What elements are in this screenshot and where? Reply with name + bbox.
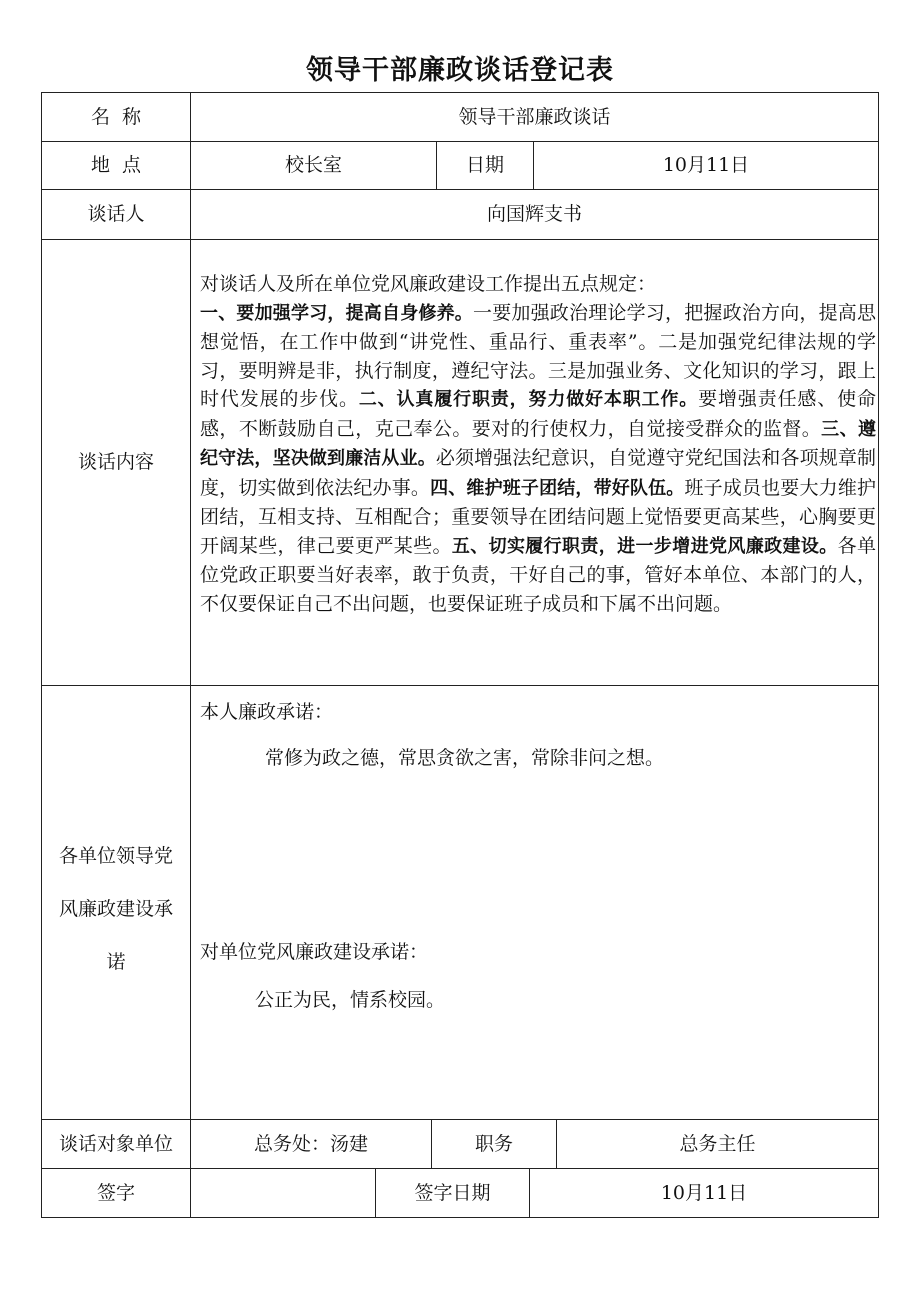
place-label: 地 点 [90, 154, 142, 177]
sign-date-value: 10月11日 [660, 1181, 748, 1204]
point-4-body: 班子成员也要大力维护团结，互相支持、互相配合；重要领导在团结问题上觉悟要更高某些，心胸要更开阔某些，律己要更严某些。 [200, 476, 876, 557]
date-label: 日期 [465, 154, 504, 177]
promise-label-line-1: 各单位领导党 [58, 845, 173, 867]
point-3-heading: 三、遵纪守法，坚决做到廉洁从业。 [200, 418, 876, 469]
point-1-body: 一要加强政治理论学习，把握政治方向，提高思想觉悟，在工作中做到“讲党性、重品行、重表率”。二是加强党纪律法规的学习，要明辨是非，执行制度，遵纪守法。三是加强业务、文化知识的学习，跟上时代发展的步伐。 [200, 301, 876, 410]
date-value: 10月11日 [662, 154, 750, 177]
promise-label-line-3: 诺 [106, 951, 126, 973]
content-intro: 对谈话人及所在单位党风廉政建设工作提出五点规定： [200, 273, 657, 295]
row-divider [41, 685, 879, 686]
unit-promise-title: 对单位党风廉政建设承诺： [200, 941, 429, 963]
personal-promise-title: 本人廉政承诺： [200, 701, 334, 723]
target-unit-label: 谈话对象单位 [58, 1132, 173, 1155]
point-3-body: 必须增强法纪意识，自觉遵守党纪国法和各项规章制度，切实做到依法纪办事。 [200, 447, 876, 499]
name-label: 名 称 [90, 105, 142, 128]
unit-promise-text: 公正为民，情系校园。 [255, 989, 446, 1011]
sign-date-label: 签字日期 [414, 1181, 491, 1204]
content-label: 谈话内容 [77, 451, 154, 474]
promise-label [42, 830, 190, 989]
target-unit-value: 总务处：汤建 [253, 1132, 368, 1155]
speaker-label: 谈话人 [87, 203, 145, 226]
sign-label: 签字 [96, 1181, 135, 1204]
signature-field[interactable] [191, 1169, 375, 1217]
point-2-heading: 二、认真履行职责，努力做好本职工作。 [358, 389, 699, 410]
place-value: 校长室 [284, 154, 342, 177]
point-2-body: 要增强责任感、使命感，不断鼓励自己，克己奉公。要对的行使权力，自觉接受群众的监督。 [200, 388, 876, 440]
talk-content [200, 270, 876, 618]
name-value: 领导干部廉政谈话 [458, 105, 611, 128]
point-4-heading: 四、维护班子团结，带好队伍。 [430, 477, 685, 499]
personal-promise-text: 常修为政之德，常思贪欲之害，常除非问之想。 [265, 747, 665, 769]
position-value: 总务主任 [679, 1132, 756, 1155]
promise-label-line-2: 风廉政建设承 [58, 898, 173, 920]
speaker-value: 向国辉支书 [486, 203, 582, 226]
col-divider [190, 92, 191, 1218]
point-5-body: 各单位党政正职要当好表率，敢于负责，干好自己的事，管好本单位、本部门的人，不仅要保证自己不出问题，也要保证班子成员和下属不出问题。 [200, 534, 876, 615]
point-5-heading: 五、切实履行职责，进一步增进党风廉政建设。 [451, 535, 838, 557]
page-title: 领导干部廉政谈话登记表 [306, 55, 614, 86]
position-label: 职务 [474, 1132, 513, 1155]
point-1-heading: 一、要加强学习，提高自身修养。 [200, 302, 473, 324]
